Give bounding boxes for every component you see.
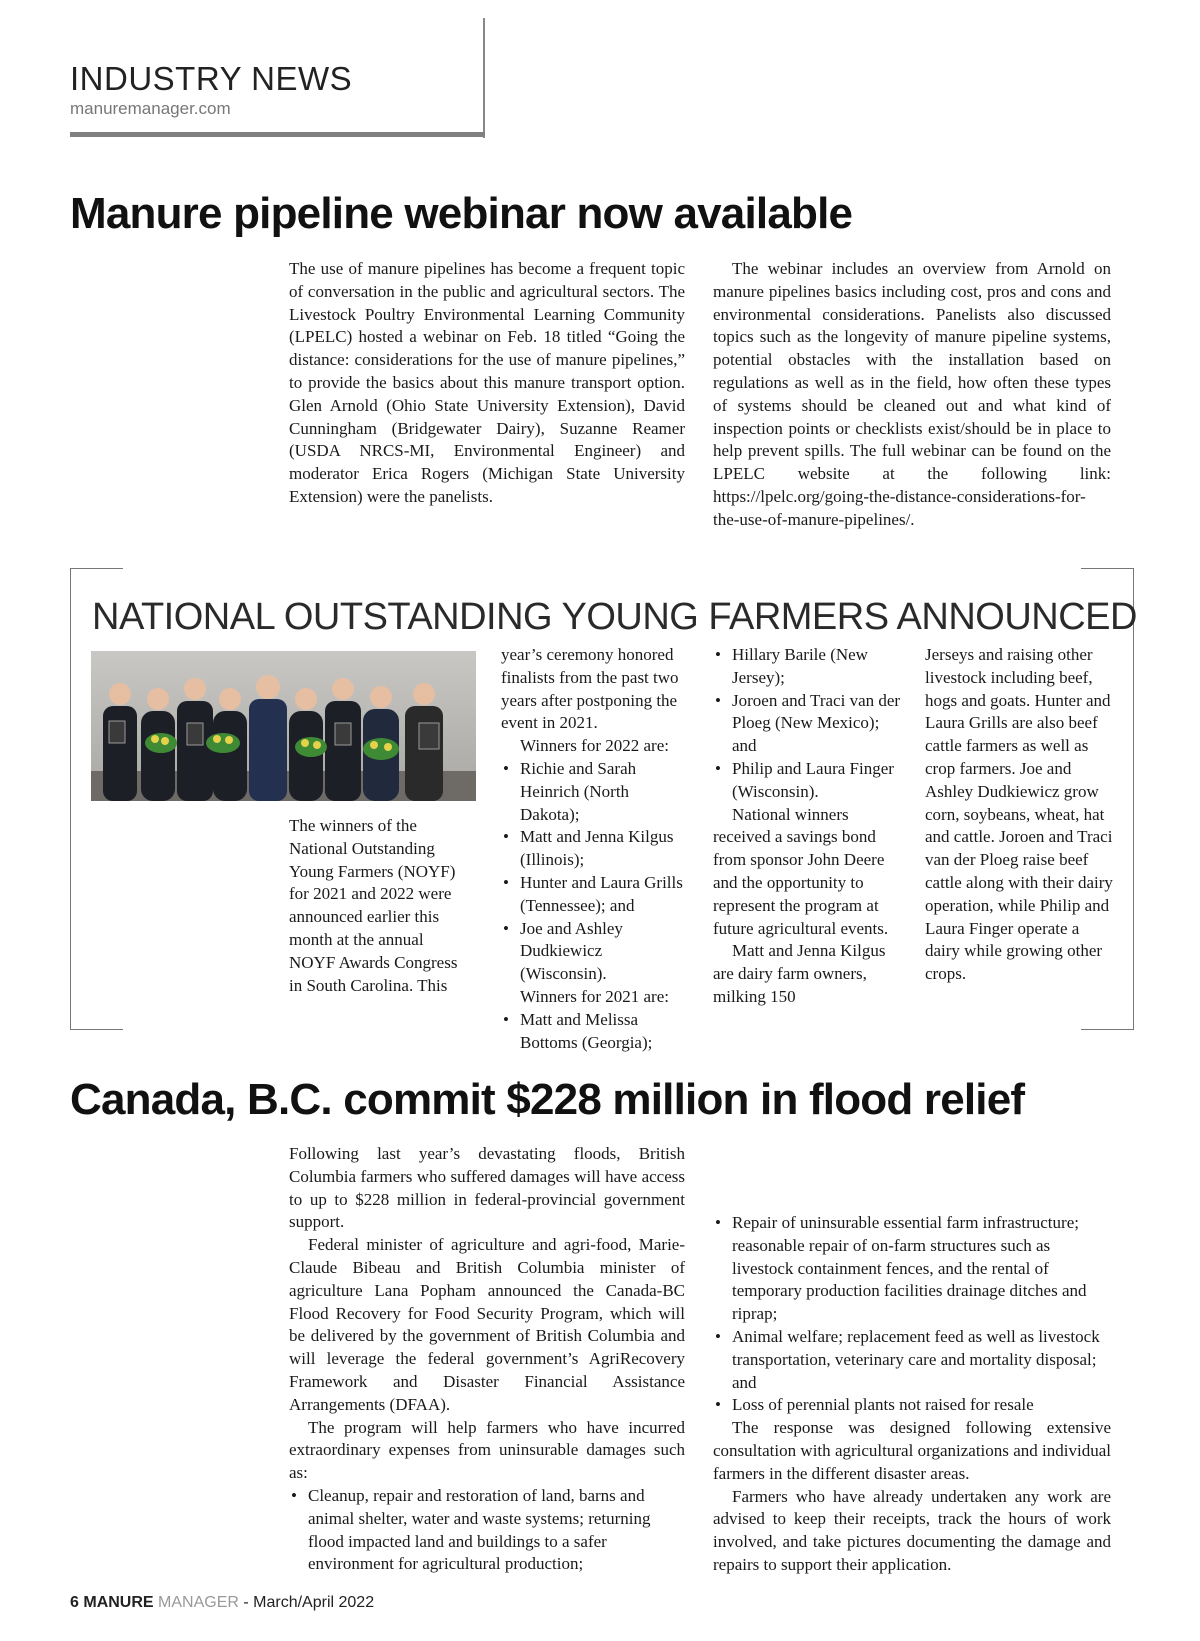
- box-column-4: [925, 644, 1113, 986]
- box-lead: year’s ceremony honored finalists from the past two years after postponing the event in 2021.: [501, 645, 679, 733]
- expense-list: [289, 1485, 685, 1576]
- list-item: • Philip and Laura Finger (Wisconsin).: [713, 758, 903, 804]
- box-column-1: [289, 815, 467, 997]
- article1-column-2: [713, 258, 1111, 532]
- header-divider-horizontal: [70, 132, 485, 137]
- winners-2021-heading: Winners for 2021 are:: [520, 986, 669, 1006]
- page-footer: [70, 1594, 374, 1612]
- winners-photo: [91, 651, 476, 801]
- article1-column-1: [289, 258, 685, 509]
- winners-2021-list: [501, 1009, 689, 1055]
- list-item: • Joroen and Traci van der Ploeg (New Mexico); and: [713, 690, 903, 758]
- list-item: • Repair of uninsurable essential farm infrastructure; reasonable repair of on-farm structures such as livestock containment fences, and the rental of temporary production facilities drainage ditches and riprap;: [713, 1212, 1111, 1326]
- group-photo-illustration: [91, 651, 476, 801]
- list-item: • Matt and Jenna Kilgus (Illinois);: [501, 826, 689, 872]
- list-item: • Hunter and Laura Grills (Tennessee); and: [501, 872, 689, 918]
- winners-2021-list-continued: [713, 644, 903, 804]
- article2-paragraph: The program will help farmers who have incurred extraordinary expenses from uninsurable damages such as:: [289, 1417, 685, 1483]
- brand-bold: MANURE: [83, 1594, 154, 1611]
- box-column-2: [501, 644, 689, 1054]
- box-paragraph: Jerseys and raising other livestock including beef, hogs and goats. Hunter and Laura Grills are also beef cattle farmers as well as crop farmers. Joe and Ashley Dudkiewicz grow corn, soybeans, wheat, hat and cattle. Joroen and Traci van der Ploeg raise beef cattle along with their dairy operation, while Philip and Laura Finger operate a dairy while growing other crops.: [925, 645, 1113, 984]
- section-site: manuremanager.com: [70, 99, 231, 118]
- page-number: 6: [70, 1594, 79, 1611]
- article1-headline: Manure pipeline webinar now available: [70, 189, 853, 238]
- expense-list-continued: [713, 1212, 1111, 1417]
- article1-paragraph: The use of manure pipelines has become a frequent topic of conversation in the public and agricultural sectors. The Livestock Poultry Environmental Learning Community (LPELC) hosted a webinar on Feb. 18 titled “Going the distance: considerations for the use of manure pipelines,” to provide the basics about this manure transport option. Glen Arnold (Ohio State University Extension), David Cunningham (Bridgewater Dairy), Suzanne Reamer (USDA NRCS-MI, Environmental Engineer) and moderator Erica Rogers (Michigan State University Extension) were the panelists.: [289, 259, 685, 506]
- winners-2022-list: [501, 758, 689, 986]
- list-item: • Animal welfare; replacement feed as well as livestock transportation, veterinary care and mortality disposal; and: [713, 1326, 1111, 1394]
- article2-paragraph: Following last year’s devastating floods, British Columbia farmers who suffered damages will have access to up to $228 million in federal-provincial government support.: [289, 1144, 685, 1232]
- article2-column-2: [713, 1212, 1111, 1577]
- article2-paragraph: Farmers who have already undertaken any work are advised to keep their receipts, track the hours of work involved, and take pictures documenting the damage and repairs to support their application.: [713, 1486, 1111, 1574]
- article2-paragraph: Federal minister of agriculture and agri-food, Marie-Claude Bibeau and British Columbia minister of agriculture Lana Popham announced the Canada-BC Flood Recovery for Food Security Program, which will be delivered by the government of British Columbia and will leverage the federal government’s AgriRecovery Framework and Disaster Financial Assistance Arrangements (DFAA).: [289, 1235, 685, 1414]
- issue-date: - March/April 2022: [238, 1594, 375, 1611]
- box-title: NATIONAL OUTSTANDING YOUNG FARMERS ANNOUNCED: [92, 596, 1137, 638]
- box-column-3: [713, 644, 903, 1009]
- article2-column-1: [289, 1143, 685, 1576]
- list-item: • Matt and Melissa Bottoms (Georgia);: [501, 1009, 689, 1055]
- section-header: [70, 62, 352, 119]
- box-intro: The winners of the National Outstanding Young Farmers (NOYF) for 2021 and 2022 were announced earlier this month at the annual NOYF Awards Congress in South Carolina. This: [289, 816, 458, 995]
- box-paragraph: National winners received a savings bond from sponsor John Deere and the opportunity to represent the program at future agricultural events.: [713, 804, 889, 938]
- header-divider-vertical: [483, 18, 485, 138]
- list-item: • Cleanup, repair and restoration of land, barns and animal shelter, water and waste systems; returning flood impacted land and buildings to a safer environment for agricultural production;: [289, 1485, 685, 1576]
- list-item: • Hillary Barile (New Jersey);: [713, 644, 903, 690]
- winners-2022-heading: Winners for 2022 are:: [520, 736, 669, 756]
- list-item: • Joe and Ashley Dudkiewicz (Wisconsin).: [501, 918, 689, 986]
- list-item: • Richie and Sarah Heinrich (North Dakota);: [501, 758, 689, 826]
- box-paragraph: Matt and Jenna Kilgus are dairy farm owners, milking 150: [713, 941, 886, 1006]
- article2-headline: Canada, B.C. commit $228 million in flood relief: [70, 1075, 1025, 1124]
- list-item: • Loss of perennial plants not raised for resale: [713, 1394, 1111, 1417]
- brand-light: MANAGER: [158, 1594, 239, 1611]
- article1-paragraph: The webinar includes an overview from Arnold on manure pipelines basics including cost, pros and cons and environmental considerations. Panelists also discussed topics such as the longevity of manure pipeline systems, potential obstacles with the installation based on regulations as well as in the field, how often these types of systems should be cleaned out and what kind of inspection points or checklists exist/should be in place to help prevent spills. The full webinar can be found on the LPELC website at the following link: https://lpelc.org/going-the-distance-considerations-for-the-use-of-manure-pipelines/.: [713, 259, 1111, 529]
- article2-paragraph: The response was designed following extensive consultation with agricultural organizations and individual farmers in the different disaster areas.: [713, 1418, 1111, 1483]
- section-title: INDUSTRY NEWS: [70, 60, 353, 97]
